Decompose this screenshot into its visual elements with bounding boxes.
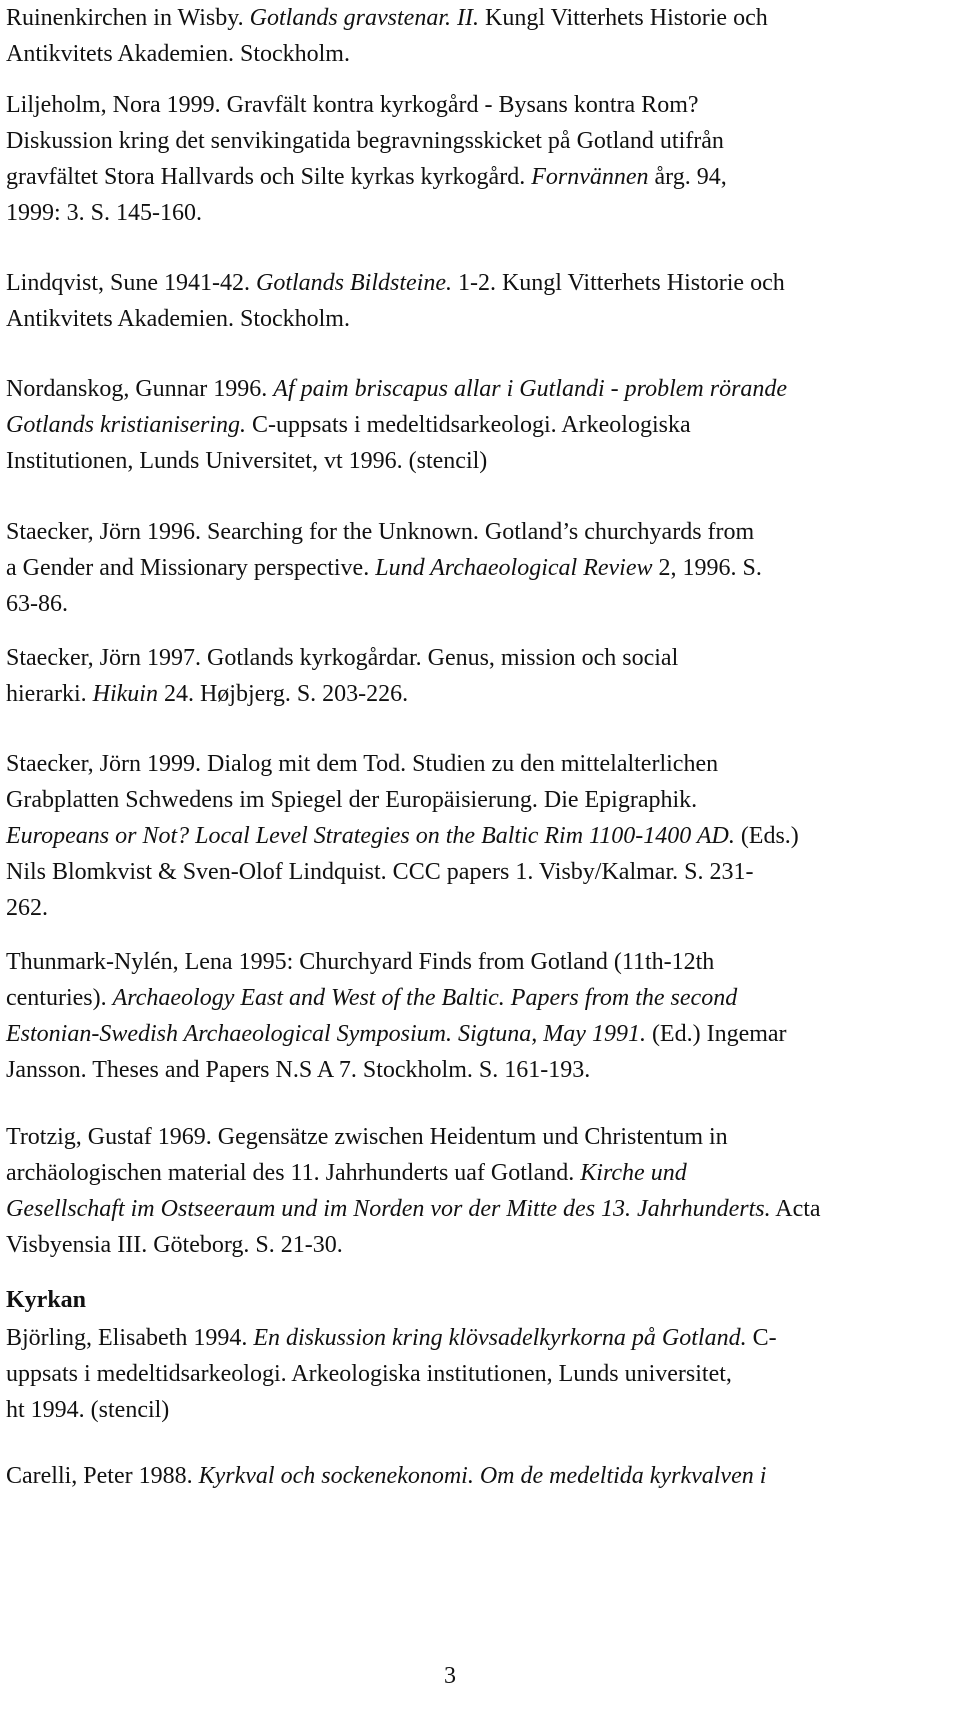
reference-text: Nordanskog, Gunnar 1996. [6,376,274,402]
reference-text: Liljeholm, Nora 1999. Gravfält kontra kyrkogård - Bysans kontra Rom? [6,92,699,118]
italic-title-text: Lund Archaeological Review [375,555,653,581]
reference-entry [6,1320,941,1428]
reference-line [6,854,941,890]
reference-text: ht 1994. (stencil) [6,1397,170,1423]
reference-entry [6,514,941,622]
reference-text: Acta [770,1196,821,1222]
italic-title-text: Kyrkval och sockenekonomi. Om de medeltida kyrkvalven i [198,1463,767,1489]
reference-line [6,818,941,854]
reference-entry [6,746,941,926]
reference-line [6,1191,941,1227]
reference-text: C- [746,1325,777,1351]
reference-entry [6,640,941,712]
reference-text: 262. [6,895,48,921]
page-number: 3 [444,1663,456,1689]
reference-line [6,1458,941,1494]
italic-title-text: Gotlands gravstenar. II. [249,5,479,31]
italic-title-text: Archaeology East and West of the Baltic. Papers from the second [112,985,738,1011]
reference-line [6,1227,941,1263]
reference-line [6,782,941,818]
reference-text: Jansson. Theses and Papers N.S A 7. Stockholm. S. 161-193. [6,1057,591,1083]
reference-entry [6,265,941,337]
reference-line [6,1052,941,1088]
reference-line [6,640,941,676]
reference-text: Diskussion kring det senvikingatida begravningsskicket på Gotland utifrån [6,128,724,154]
reference-line [6,586,941,622]
reference-line [6,265,941,301]
italic-title-text: Estonian-Swedish Archaeological Symposium. Sigtuna, May 1991. [6,1021,646,1047]
reference-entry [6,1458,941,1494]
italic-title-text: Gotlands Bildsteine. [256,270,452,296]
reference-text: Staecker, Jörn 1997. Gotlands kyrkogårdar. Genus, mission och social [6,645,679,671]
italic-title-text: Kirche und [580,1160,687,1186]
reference-line [6,195,941,231]
reference-line [6,301,941,337]
reference-text: Carelli, Peter 1988. [6,1463,199,1489]
reference-entry [6,371,941,479]
reference-line [6,407,941,443]
italic-title-text: Fornvännen [531,164,649,190]
reference-line [6,0,941,36]
italic-title-text: Hikuin [92,681,158,707]
italic-title-text: Europeans or Not? Local Level Strategies on the Baltic Rim 1100-1400 AD. [6,823,735,849]
reference-line [6,746,941,782]
reference-line [6,1392,941,1428]
reference-text: Ruinenkirchen in Wisby. [6,5,250,31]
reference-line [6,890,941,926]
reference-line [6,980,941,1016]
reference-text: 1-2. Kungl Vitterhets Historie och [451,270,785,296]
reference-text: 24. Højbjerg. S. 203-226. [157,681,409,707]
reference-text: Thunmark-Nylén, Lena 1995: Churchyard Finds from Gotland (11th-12th [6,949,715,975]
italic-title-text: Gotlands kristianisering. [6,412,247,438]
reference-text: Antikvitets Akademien. Stockholm. [6,306,350,332]
italic-title-text: Gesellschaft im Ostseeraum und im Norden vor der Mitte des 13. Jahrhunderts. [6,1196,771,1222]
reference-line [6,1016,941,1052]
reference-text: Grabplatten Schwedens im Spiegel der Europäisierung. Die Epigraphik. [6,787,698,813]
reference-line [6,1320,941,1356]
reference-text: archäologischen material des 11. Jahrhunderts uaf Gotland. [6,1160,581,1186]
reference-entry [6,1119,941,1263]
reference-text: Visbyensia III. Göteborg. S. 21-30. [6,1232,343,1258]
reference-text: a Gender and Missionary perspective. [6,555,376,581]
italic-title-text: En diskussion kring klövsadelkyrkorna på Gotland. [253,1325,747,1351]
reference-text: gravfältet Stora Hallvards och Silte kyrkas kyrkogård. [6,164,532,190]
reference-line [6,514,941,550]
reference-line [6,159,941,195]
reference-line [6,1119,941,1155]
reference-text: (Eds.) [734,823,799,849]
reference-line [6,676,941,712]
reference-text: årg. 94, [648,164,727,190]
italic-title-text: Af paim briscapus allar i Gutlandi - problem rörande [273,376,788,402]
reference-line [6,123,941,159]
reference-line [6,87,941,123]
reference-text: Nils Blomkvist & Sven-Olof Lindquist. CCC papers 1. Visby/Kalmar. S. 231- [6,859,754,885]
reference-entry [6,944,941,1088]
section-heading: Kyrkan [6,1287,87,1313]
document-page [6,0,946,1711]
reference-text: Trotzig, Gustaf 1969. Gegensätze zwischen Heidentum und Christentum in [6,1124,728,1150]
reference-text: Staecker, Jörn 1999. Dialog mit dem Tod. Studien zu den mittelalterlichen [6,751,719,777]
reference-text: 1999: 3. S. 145-160. [6,200,203,226]
reference-text: 63-86. [6,591,68,617]
reference-text: Antikvitets Akademien. Stockholm. [6,41,350,67]
reference-line [6,36,941,72]
reference-text: Björling, Elisabeth 1994. [6,1325,254,1351]
reference-text: centuries). [6,985,113,1011]
reference-line [6,1155,941,1191]
reference-entry [6,87,941,231]
reference-text: Institutionen, Lunds Universitet, vt 1996. (stencil) [6,448,488,474]
reference-text: hierarki. [6,681,93,707]
reference-entry [6,0,941,72]
reference-text: C-uppsats i medeltidsarkeologi. Arkeologiska [246,412,691,438]
reference-line [6,944,941,980]
reference-text: 2, 1996. S. [652,555,762,581]
reference-line [6,550,941,586]
reference-text: Lindqvist, Sune 1941-42. [6,270,256,296]
reference-text: (Ed.) Ingemar [645,1021,787,1047]
reference-text: uppsats i medeltidsarkeologi. Arkeologiska institutionen, Lunds universitet, [6,1361,732,1387]
reference-text: Kungl Vitterhets Historie och [479,5,768,31]
reference-line [6,371,941,407]
reference-line [6,443,941,479]
reference-text: Staecker, Jörn 1996. Searching for the Unknown. Gotland’s churchyards from [6,519,755,545]
reference-line [6,1356,941,1392]
